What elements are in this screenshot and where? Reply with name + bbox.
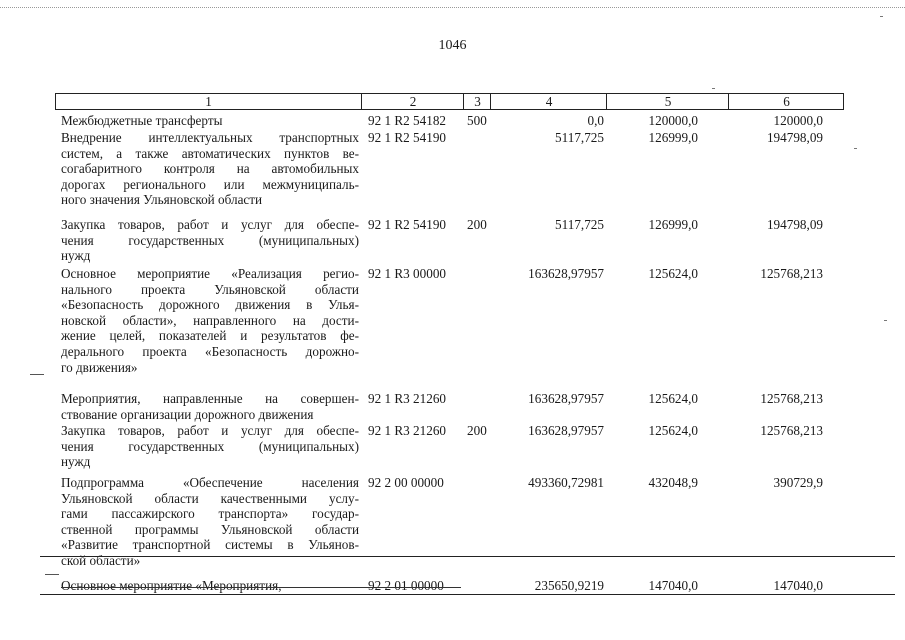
speck (712, 88, 715, 89)
description-line: Закупка товаров, работ и услуг для обеспе- (61, 423, 359, 438)
row-amount-col4: 5117,725 (555, 130, 604, 145)
row-amount-col4: 163628,97957 (528, 266, 604, 281)
description-line: чения государственных (муниципальных) (61, 438, 359, 454)
speck (854, 148, 857, 149)
description-line: Закупка товаров, работ и услуг для обеспе- (61, 217, 359, 232)
row-description (61, 130, 359, 208)
header-col-1: 1 (205, 94, 212, 109)
top-edge-dotted (0, 7, 905, 8)
row-amount-col5: 120000,0 (648, 113, 698, 128)
description-line: новской области», направленного на дости- (61, 312, 359, 328)
row-amount-col6: 125768,213 (760, 266, 823, 281)
header-col-3: 3 (463, 94, 491, 109)
margin-mark (45, 574, 59, 575)
description-line: дорогах регионального или межмуниципаль- (61, 176, 359, 192)
description-line: систем, а также автоматических пунктов ве- (61, 145, 359, 161)
page-number: 1046 (438, 38, 467, 53)
speck (880, 16, 883, 17)
row-rule (40, 556, 895, 557)
description-line: Подпрограмма «Обеспечение населения (61, 475, 359, 490)
row-expense-type: 500 (467, 113, 487, 128)
description-line: ного значения Ульяновской области (61, 192, 263, 208)
row-code: 92 1 R2 54190 (368, 130, 447, 145)
row-amount-col4: 5117,725 (555, 217, 604, 232)
header-col-6: 6 (728, 94, 844, 109)
row-code: 92 1 R3 21260 (368, 423, 447, 438)
description-line: нужд (61, 454, 91, 470)
row-amount-col4: 163628,97957 (528, 391, 604, 406)
description-line: дерального проекта «Безопасность дорожно- (61, 343, 359, 359)
row-description (61, 217, 359, 264)
row-code: 92 1 R2 54190 (368, 217, 447, 232)
row-description (61, 578, 359, 594)
row-amount-col5: 126999,0 (648, 217, 698, 232)
row-amount-col6: 194798,09 (766, 130, 823, 145)
description-line: Основное мероприятие «Реализация регио- (61, 266, 359, 281)
row-amount-col5: 125624,0 (648, 423, 698, 438)
row-code: 92 1 R2 54182 (368, 113, 447, 128)
description-line: Межбюджетные трансферты (61, 113, 223, 128)
row-amount-col5: 125624,0 (648, 391, 698, 406)
description-line: жение целей, показателей и результатов фе- (61, 328, 359, 344)
row-expense-type: 200 (467, 423, 487, 438)
description-line: Ульяновской области качественными услу- (61, 490, 359, 506)
row-code: 92 2 01 00000 (368, 578, 444, 593)
row-code: 92 2 00 00000 (368, 475, 444, 490)
description-line: ствование организации дорожного движения (61, 406, 314, 422)
row-amount-col4: 493360,72981 (528, 475, 604, 490)
row-code: 92 1 R3 00000 (368, 266, 447, 281)
row-amount-col4: 163628,97957 (528, 423, 604, 438)
row-rule (40, 594, 895, 595)
row-amount-col6: 125768,213 (760, 423, 823, 438)
column-header-row (55, 93, 844, 110)
description-line: Внедрение интеллектуальных транспортных (61, 130, 359, 145)
description-line: ской области» (61, 552, 141, 568)
row-amount-col5: 126999,0 (648, 130, 698, 145)
description-line: го движения» (61, 359, 138, 375)
row-description (61, 391, 359, 422)
row-description (61, 423, 359, 470)
description-line: «Безопасность дорожного движения в Улья- (61, 297, 359, 313)
row-amount-col5: 147040,0 (648, 578, 698, 593)
description-line: чения государственных (муниципальных) (61, 232, 359, 248)
strikethrough-line (61, 587, 461, 588)
description-line: ственной программы Ульяновской области (61, 521, 359, 537)
header-col-2: 2 (361, 94, 464, 109)
row-amount-col4: 235650,9219 (534, 578, 604, 593)
row-amount-col6: 120000,0 (773, 113, 823, 128)
row-amount-col6: 147040,0 (773, 578, 823, 593)
row-amount-col6: 390729,9 (773, 475, 823, 490)
description-line: нужд (61, 248, 91, 264)
description-line: согабаритного контроля на автомобильных (61, 161, 359, 177)
description-line: гами пассажирского транспорта» государ- (61, 506, 359, 522)
margin-mark (30, 374, 44, 375)
speck (884, 320, 887, 321)
row-description (61, 113, 359, 129)
row-amount-col5: 125624,0 (648, 266, 698, 281)
row-expense-type: 200 (467, 217, 487, 232)
row-description (61, 475, 359, 569)
row-description (61, 266, 359, 375)
row-amount-col6: 125768,213 (760, 391, 823, 406)
row-amount-col5: 432048,9 (648, 475, 698, 490)
description-line: Мероприятия, направленные на совершен- (61, 391, 359, 406)
header-col-5: 5 (606, 94, 729, 109)
row-amount-col6: 194798,09 (766, 217, 823, 232)
row-amount-col4: 0,0 (587, 113, 604, 128)
row-code: 92 1 R3 21260 (368, 391, 447, 406)
header-col-4: 4 (490, 94, 607, 109)
description-line: нального проекта Ульяновской области (61, 281, 359, 297)
description-line: Основное мероприятие «Мероприятия, (61, 578, 282, 593)
description-line: «Развитие транспортной системы в Ульянов- (61, 537, 359, 553)
